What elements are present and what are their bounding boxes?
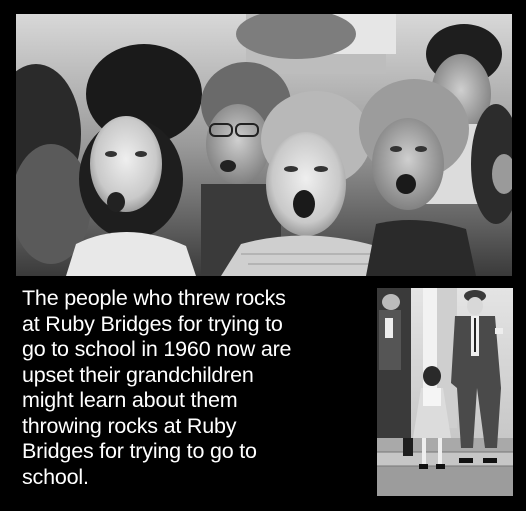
caption-line: might learn about them [22,388,238,412]
caption-line: The people who threw rocks [22,286,286,310]
crowd-photo-icon [16,14,512,276]
crowd-photo [16,14,512,276]
caption-line: Bridges for trying to go to [22,439,257,463]
caption-line: upset their grandchildren [22,362,254,387]
caption-line: go to school in 1960 now are [22,337,292,361]
ruby-bridges-photo [377,288,513,496]
meme-caption [22,286,372,490]
caption-line: throwing rocks at Ruby [22,413,237,438]
caption-line: at Ruby Bridges for trying to [22,311,283,336]
ruby-bridges-photo-icon [377,288,513,496]
caption-line: school. [22,464,89,489]
